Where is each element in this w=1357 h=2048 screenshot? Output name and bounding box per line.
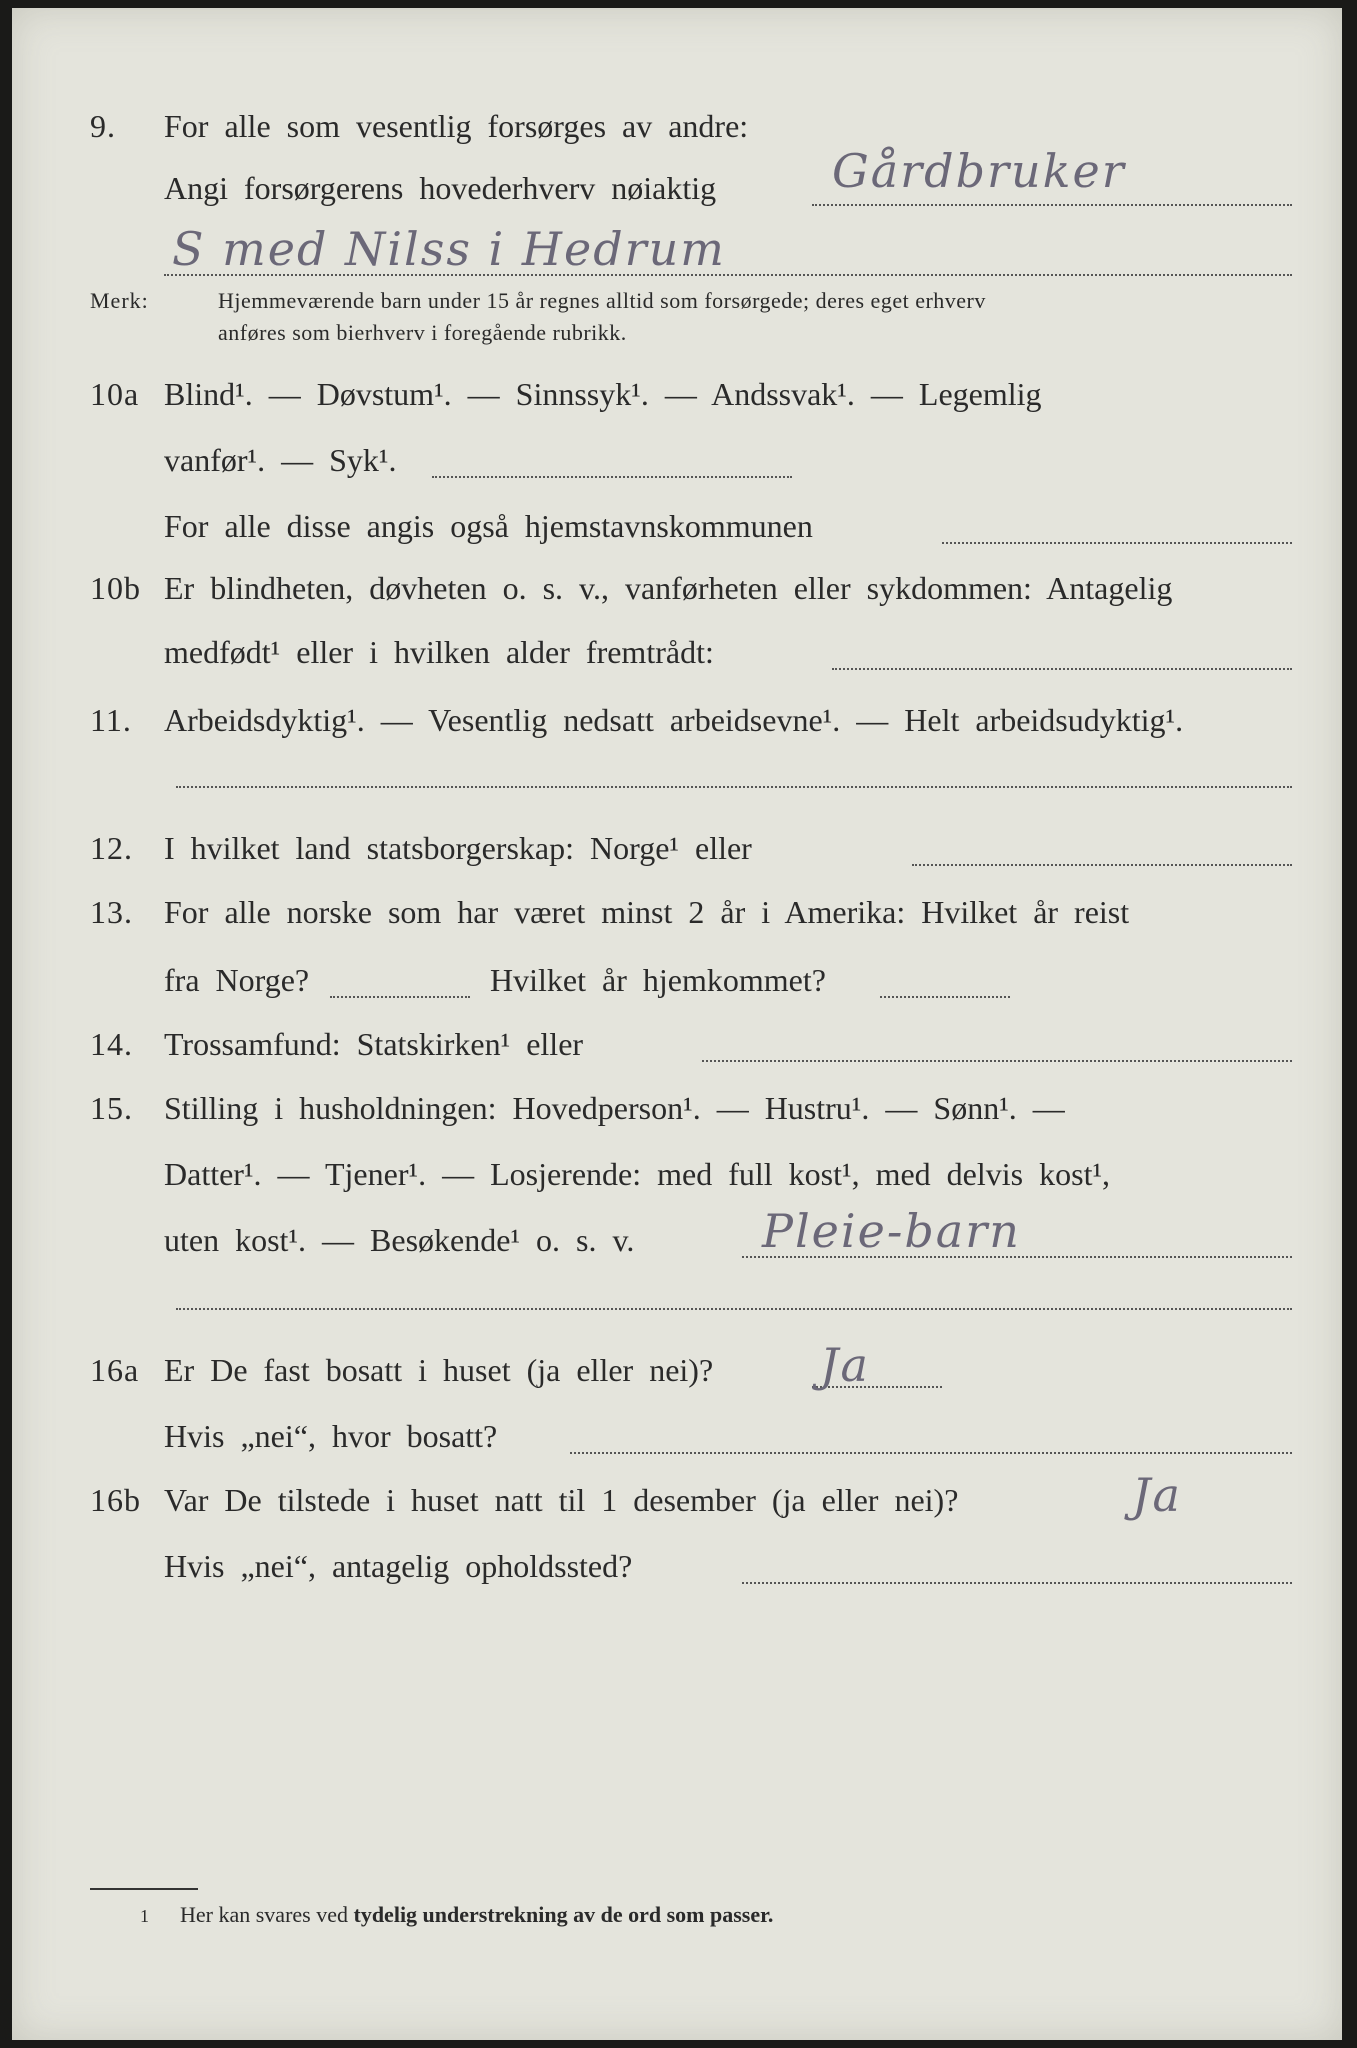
q10a-row-1: [12, 376, 1342, 432]
q13-number: 13.: [90, 894, 133, 930]
q11-row-1: [12, 702, 1342, 758]
q16b-number: 16b: [90, 1482, 141, 1518]
footnote-text-plain: Her kan svares ved: [180, 1902, 348, 1927]
footnote-mark: 1: [140, 1906, 149, 1926]
q16a-row-2: [12, 1418, 1342, 1474]
q12-number: 12.: [90, 830, 133, 866]
census-form-page: [12, 8, 1342, 2040]
q10b-line-2: medfødt¹ eller i hvilken alder fremtrådt:: [164, 634, 714, 670]
q10b-row-1: [12, 570, 1342, 626]
q9-row-1: [12, 108, 1342, 164]
q10a-row-3: [12, 508, 1342, 564]
q15-handwritten-answer: Pleie-barn: [762, 1204, 1021, 1258]
merk-label: Merk:: [90, 288, 149, 313]
q13-answer-line-1[interactable]: [330, 996, 470, 998]
q10a-line-3: For alle disse angis også hjemstavnskommunen: [164, 508, 813, 544]
q10b-line-1: Er blindheten, døvheten o. s. v., vanførheten eller sykdommen: Antagelig: [164, 570, 1173, 606]
footnote-rule: [90, 1888, 198, 1890]
q10b-number: 10b: [90, 570, 141, 606]
q16b-line-1: Var De tilstede i huset natt til 1 desember (ja eller nei)?: [164, 1482, 959, 1518]
merk-text-1: Hjemmeværende barn under 15 år regnes alltid som forsørgede; deres eget erhverv: [218, 288, 986, 313]
q13-line-2a: fra Norge?: [164, 962, 310, 998]
q10a-number: 10a: [90, 376, 140, 412]
q13-row-1: [12, 894, 1342, 950]
q9-handwritten-answer-1: Gårdbruker: [832, 144, 1126, 198]
q9-number: 9.: [90, 108, 116, 144]
q16b-row-2: [12, 1548, 1342, 1604]
q11-number: 11.: [90, 702, 132, 738]
q10a-answer-line-2[interactable]: [942, 542, 1292, 544]
q10a-line-1: Blind¹. — Døvstum¹. — Sinnssyk¹. — Andssvak¹. — Legemlig: [164, 376, 1042, 412]
q16a-number: 16a: [90, 1352, 140, 1388]
q16b-answer-line[interactable]: [742, 1582, 1292, 1584]
merk-text-2: anføres som bierhverv i foregående rubrikk.: [218, 320, 627, 345]
q15-line-2: Datter¹. — Tjener¹. — Losjerende: med full kost¹, med delvis kost¹,: [164, 1156, 1111, 1192]
q16b-row-1: [12, 1468, 1342, 1538]
q13-line-1: For alle norske som har været minst 2 år i Amerika: Hvilket år reist: [164, 894, 1130, 930]
footnote-text: [180, 1902, 773, 1928]
q10b-row-2: [12, 634, 1342, 690]
q12-row-1: [12, 830, 1342, 886]
q16b-handwritten-answer: Ja: [1132, 1468, 1182, 1522]
q16a-answer-line-2[interactable]: [570, 1452, 1292, 1454]
q13-line-2b: Hvilket år hjemkommet?: [490, 962, 826, 998]
q16b-line-2: Hvis „nei“, antagelig opholdssted?: [164, 1548, 633, 1584]
q12-answer-line[interactable]: [912, 864, 1292, 866]
footnote-text-bold: tydelig understrekning av de ord som passer.: [353, 1902, 774, 1927]
q15-line-3: uten kost¹. — Besøkende¹ o. s. v.: [164, 1222, 635, 1258]
q15-answer-line-2[interactable]: [176, 1308, 1292, 1310]
q11-line-1: Arbeidsdyktig¹. — Vesentlig nedsatt arbeidsevne¹. — Helt arbeidsudyktig¹.: [164, 702, 1184, 738]
q9-answer-line-1[interactable]: [812, 204, 1292, 206]
q9-line-2: Angi forsørgerens hovederhverv nøiaktig: [164, 170, 717, 206]
q11-answer-line[interactable]: [176, 786, 1292, 788]
q9-handwritten-answer-2: S med Nilss i Hedrum: [172, 222, 726, 276]
q15-row-3: [12, 1204, 1342, 1278]
q12-line-1: I hvilket land statsborgerskap: Norge¹ eller: [164, 830, 752, 866]
q10b-answer-line[interactable]: [832, 668, 1292, 670]
q10a-answer-line-1[interactable]: [432, 476, 792, 478]
q16a-line-1: Er De fast bosatt i huset (ja eller nei)?: [164, 1352, 714, 1388]
q10a-line-2: vanfør¹. — Syk¹.: [164, 442, 397, 478]
q14-number: 14.: [90, 1026, 133, 1062]
q15-row-2: [12, 1156, 1342, 1212]
q16a-row-1: [12, 1338, 1342, 1408]
q16a-line-2: Hvis „nei“, hvor bosatt?: [164, 1418, 498, 1454]
q14-line-1: Trossamfund: Statskirken¹ eller: [164, 1026, 584, 1062]
q9-row-2: [12, 144, 1342, 226]
q14-row-1: [12, 1026, 1342, 1082]
q10a-row-2: [12, 442, 1342, 498]
q9-row-3: [12, 222, 1342, 286]
q14-answer-line[interactable]: [702, 1060, 1292, 1062]
q13-row-2: [12, 962, 1342, 1018]
q15-line-1: Stilling i husholdningen: Hovedperson¹. — Hustru¹. — Sønn¹. —: [164, 1090, 1065, 1126]
q13-answer-line-2[interactable]: [880, 996, 1010, 998]
q15-row-1: [12, 1090, 1342, 1146]
q16a-handwritten-answer: Ja: [820, 1338, 870, 1392]
q9-line-1: For alle som vesentlig forsørges av andre:: [164, 108, 749, 144]
q15-number: 15.: [90, 1090, 133, 1126]
